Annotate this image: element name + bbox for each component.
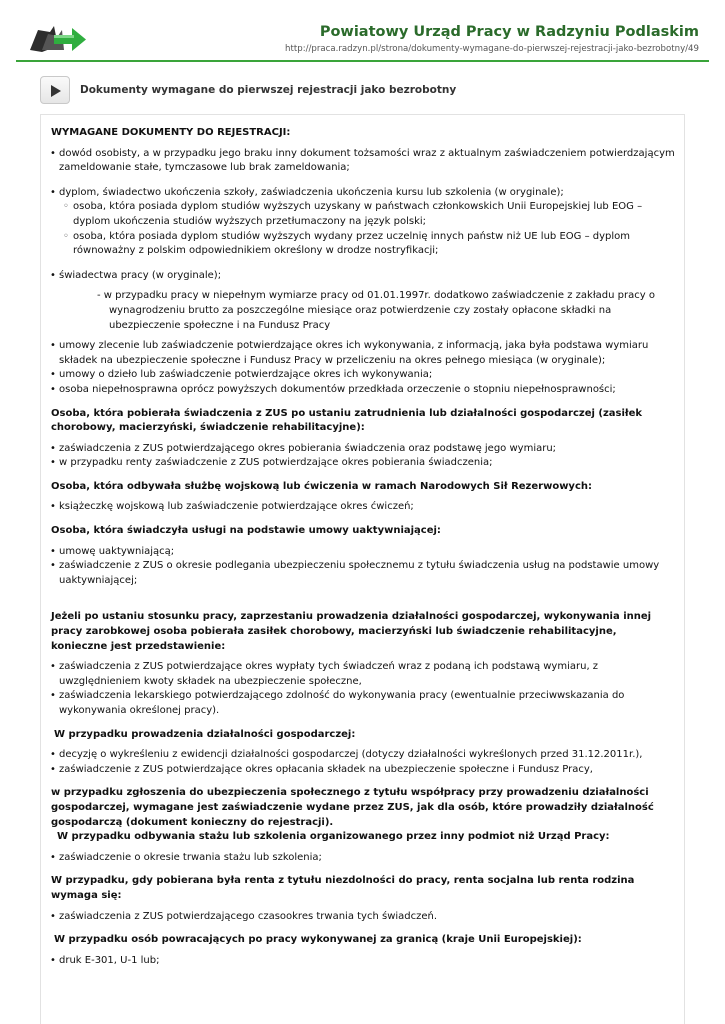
document-list [51, 442, 675, 471]
list-item: • druk E-301, U-1 lub; [51, 954, 675, 969]
list-item: • osoba niepełnosprawna oprócz powyższych dokumentów przedkłada orzeczenie o stopniu niepełnosprawności; [51, 383, 675, 398]
document-list [51, 186, 675, 259]
list-item: • zaświadczenie z ZUS o okresie podlegania ubezpieczeniu społecznemu z tytułu świadczenia usług na podstawie umowy uaktywniającej; [51, 559, 675, 588]
list-item: • zaświadczenia z ZUS potwierdzającego czasookres trwania tych świadczeń. [51, 910, 675, 925]
play-arrow-icon[interactable] [40, 76, 70, 104]
document-list [51, 500, 675, 515]
sub-list-item: ◦ osoba, która posiada dyplom studiów wyższych uzyskany w państwach członkowskich Unii Europejskiej lub EOG – dyplom ukończenia studiów wyższych przetłumaczony na język polski; [63, 200, 675, 229]
list-item: • zaświadczenie z ZUS potwierdzające okres opłacania składek na ubezpieczenie społeczne i Fundusz Pracy, [51, 763, 675, 778]
sub-list-item: ◦ osoba, która posiada dyplom studiów wyższych wydany przez uczelnię innych państw niż UE lub EOG – dyplom równoważny z polskim odpowiednikiem określony w drodze nostryfikacji; [63, 230, 675, 259]
document-list [51, 748, 675, 777]
list-item: • książeczkę wojskową lub zaświadczenie potwierdzające okres ćwiczeń; [51, 500, 675, 515]
list-item: • świadectwa pracy (w oryginale); [51, 269, 675, 284]
section-heading: W przypadku odbywania stażu lub szkolenia organizowanego przez inny podmiot niż Urząd Pracy: [57, 831, 610, 843]
section-heading: Jeżeli po ustaniu stosunku pracy, zaprzestaniu prowadzenia działalności gospodarczej, wykonywania innej pracy zarobkowej osoba pobierała zasiłek chorobowy, macierzyński lub świadczenie rehabilitacyjne, konieczne jest przedstawienie: [51, 611, 652, 652]
page-url: http://praca.radzyn.pl/strona/dokumenty-wymagane-do-pierwszej-rejestracji-jako-bezrobotny/49 [285, 44, 699, 54]
list-item: • umowę uaktywniającą; [51, 545, 675, 560]
section-heading: w przypadku zgłoszenia do ubezpieczenia społecznego z tytułu współpracy przy prowadzeniu działalności gospodarczej, wymagane jest zaświadczenie wydane przez ZUS, jak dla osób, które prowadziły działalność gospodarczą (dokument konieczny do rejestracji). [51, 787, 654, 828]
section-heading: W przypadku, gdy pobierana była renta z tytułu niezdolności do pracy, renta socjalna lub renta rodzina wymaga się: [51, 875, 635, 901]
section-heading: W przypadku osób powracających po pracy wykonywanej za granicą (kraje Unii Europejskiej): [54, 934, 582, 946]
page-title: Dokumenty wymagane do pierwszej rejestracji jako bezrobotny [80, 84, 457, 96]
list-item: • umowy o dzieło lub zaświadczenie potwierdzające okres ich wykonywania; [51, 368, 675, 383]
section-heading: Osoba, która świadczyła usługi na podstawie umowy uaktywniającej: [51, 525, 441, 537]
document-list [51, 954, 675, 969]
section-heading: Osoba, która odbywała służbę wojskową lub ćwiczenia w ramach Narodowych Sił Rezerwowych: [51, 480, 593, 492]
document-list [51, 147, 675, 176]
section-heading: Osoba, która pobierała świadczenia z ZUS po ustaniu zatrudnienia lub działalności gospodarczej (zasiłek chorobowy, macierzyński, świadczenie rehabilitacyjne): [51, 407, 643, 434]
list-item [51, 186, 675, 259]
document-body [40, 114, 685, 1024]
site-title[interactable]: Powiatowy Urząd Pracy w Radzyniu Podlaskim [319, 24, 699, 40]
section-heading: WYMAGANE DOKUMENTY DO REJESTRACJI: [51, 127, 291, 138]
document-list [51, 851, 675, 866]
site-header [16, 0, 709, 62]
page-heading-bar [40, 76, 680, 106]
document-list [51, 269, 675, 284]
list-item: • zaświadczenia z ZUS potwierdzającego okres pobierania świadczenia oraz podstawę jego wymiaru; [51, 442, 675, 457]
document-list [51, 910, 675, 925]
list-item-text: dyplom, świadectwo ukończenia szkoły, zaświadczenia ukończenia kursu lub szkolenia (w oryginale); [59, 186, 564, 198]
document-list [51, 660, 675, 718]
list-item: • w przypadku renty zaświadczenie z ZUS potwierdzające okres pobierania świadczenia; [51, 456, 675, 471]
document-list [51, 545, 675, 589]
list-item: • decyzję o wykreśleniu z ewidencji działalności gospodarczej (dotyczy działalności wykreślonych przed 31.12.2011r.), [51, 748, 675, 763]
list-item: • umowy zlecenie lub zaświadczenie potwierdzające okres ich wykonywania, z informacją, jaka była podstawa wymiaru składek na ubezpieczenie społeczne i Fundusz Pracy w przeliczeniu na okres pełnego miesiąca (w oryginale); [51, 339, 675, 368]
list-item: • dowód osobisty, a w przypadku jego braku inny dokument tożsamości wraz z aktualnym zaświadczeniem potwierdzającym zameldowanie stałe, tymczasowe lub brak zameldowania; [51, 147, 675, 176]
list-item: • zaświadczenia lekarskiego potwierdzającego zdolność do wykonywania pracy (ewentualnie przeciwwskazania do wykonywania określonej pracy). [51, 689, 675, 718]
list-item: • zaświadczenia z ZUS potwierdzające okres wypłaty tych świadczeń wraz z podaną ich podstawą wymiaru, z uwzględnieniem kwoty składek na ubezpieczenie społeczne, [51, 660, 675, 689]
section-heading: W przypadku prowadzenia działalności gospodarczej: [54, 728, 356, 740]
document-list [51, 339, 675, 397]
list-item: • zaświadczenie o okresie trwania stażu lub szkolenia; [51, 851, 675, 866]
sub-list [63, 200, 675, 258]
note-text: - w przypadku pracy w niepełnym wymiarze pracy od 01.01.1997r. dodatkowo zaświadczenie z zakładu pracy o wynagrodzeniu brutto za poszczególne miesiące oraz potwierdzenie czy zostały opłacone składki na ubezpieczenie społeczne i na Fundusz Pracy [97, 290, 655, 331]
